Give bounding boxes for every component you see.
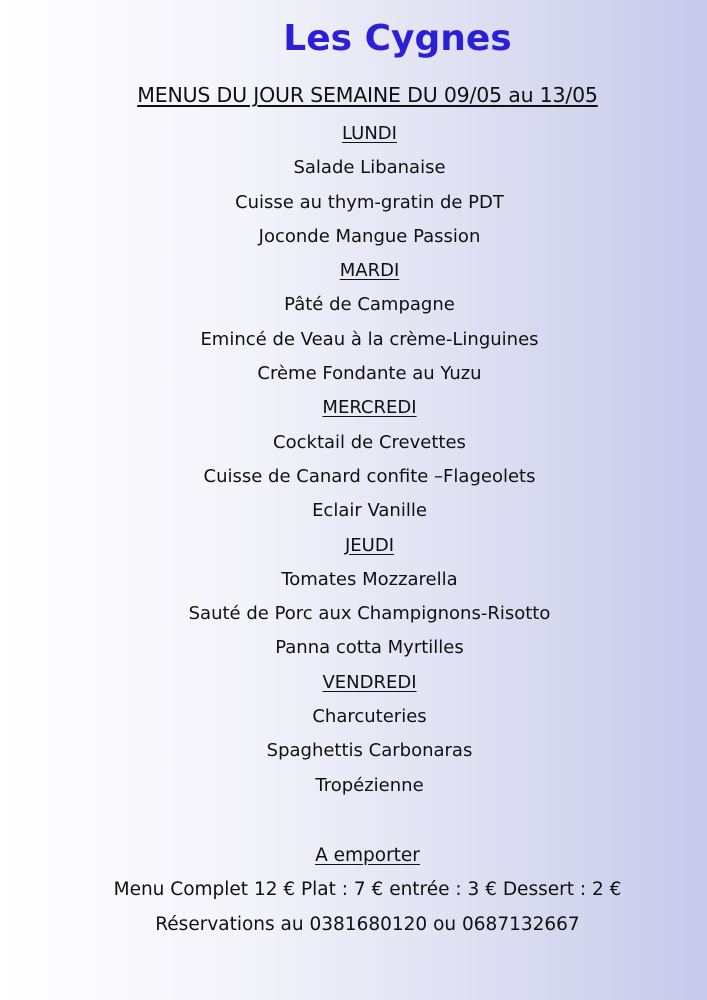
takeaway-prices: Menu Complet 12 € Plat : 7 € entrée : 3 € Dessert : 2 € (113, 879, 622, 901)
dish-starter: Tomates Mozzarella (281, 568, 458, 590)
day-friday (32, 666, 707, 803)
restaurant-name: Les Cygnes (283, 18, 512, 59)
day-monday (32, 117, 707, 254)
day-thursday (32, 529, 707, 666)
dish-dessert: Panna cotta Myrtilles (275, 637, 464, 659)
dish-main: Cuisse au thym-gratin de PDT (235, 191, 504, 213)
reservations-info: Réservations au 0381680120 ou 0687132667 (155, 913, 580, 935)
day-name: MERCREDI (322, 397, 417, 419)
dish-dessert: Joconde Mangue Passion (258, 225, 481, 247)
dish-starter: Cocktail de Crevettes (273, 431, 466, 453)
takeaway-section (0, 839, 707, 942)
week-menu-subtitle: MENUS DU JOUR SEMAINE DU 09/05 au 13/05 (137, 83, 598, 107)
dish-main: Emincé de Veau à la crème-Linguines (200, 328, 539, 350)
dish-starter: Salade Libanaise (293, 157, 446, 179)
dish-starter: Charcuteries (312, 706, 427, 728)
day-tuesday (32, 254, 707, 391)
day-name: VENDREDI (322, 671, 417, 693)
day-wednesday (32, 391, 707, 528)
dish-dessert: Crème Fondante au Yuzu (257, 363, 482, 385)
dish-main: Spaghettis Carbonaras (266, 740, 473, 762)
dish-dessert: Tropézienne (315, 774, 424, 796)
day-name: MARDI (339, 260, 400, 282)
day-name: JEUDI (344, 534, 395, 556)
dish-dessert: Eclair Vanille (312, 500, 427, 522)
takeaway-heading: A emporter (315, 845, 420, 866)
dish-starter: Pâté de Campagne (284, 294, 455, 316)
dish-main: Sauté de Porc aux Champignons-Risotto (188, 603, 551, 625)
dish-main: Cuisse de Canard confite –Flageolets (203, 465, 536, 487)
daily-menus (0, 117, 707, 803)
day-name: LUNDI (342, 123, 397, 144)
